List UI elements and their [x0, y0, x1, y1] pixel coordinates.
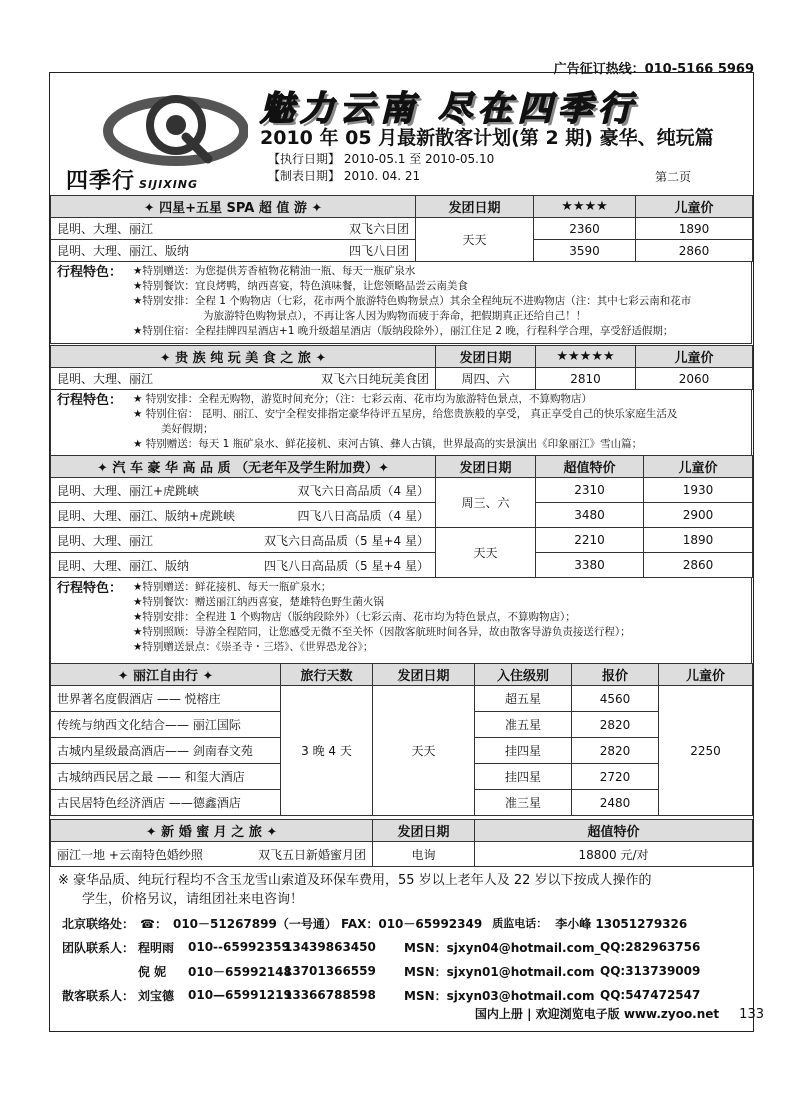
section-bus-tour — [50, 455, 752, 664]
section-title: ✦ 贵 族 纯 玩 美 食 之 旅 ✦ — [51, 346, 436, 368]
col-price: 超值特价 — [475, 820, 753, 842]
feature-block: 行程特色： ★特别赠送：为您提供芳香植物花精油一瓶、每天一瓶矿泉水 ★特别餐饮：宜良烤鸭，纳西喜宴，特色滇味餐，让您领略品尝云南美食 ★特别安排：全程 1 个购物店（七彩，花市两个旅游特色购物景点）其余全程纯玩不进购物店（注：其中七彩云南和花市 为旅游特色购物景点），不再让客人因为购物而疲于奔命，把假期真正还给自己！！ ★特别住宿：全程挂牌四星酒店+1 晚升级超星酒店（版纳段除外），丽江住足 2 晚，行程科学合理，享受舒适假期； — [50, 262, 752, 344]
page-subtitle: 2010 年 05 月最新散客计划(第 2 期) 豪华、纯玩篇 — [260, 127, 714, 149]
plan-dates: 【执行日期】 2010-05.1 至 2010-05.10 【制表日期】 2010. 04. 21 — [268, 152, 495, 183]
col-date: 发团日期 — [373, 820, 475, 842]
section-title: ✦ 四星+五星 SPA 超 值 游 ✦ — [51, 196, 416, 218]
section-spa-tour — [50, 195, 752, 344]
table-row: 昆明、大理、丽江+虎跳峡 双飞六日高品质（4 星） 周三、六 2310 1930 — [51, 478, 753, 503]
col-date: 发团日期 — [373, 664, 475, 686]
col-child: 儿童价 — [636, 346, 753, 368]
table-row: 昆明、大理、丽江 双飞六日团 天天 2360 1890 — [51, 218, 753, 240]
page-frame — [49, 72, 754, 1032]
table-row: 昆明、大理、丽江、版纳 四飞八日团 3590 2860 — [51, 240, 753, 262]
q-logo-icon — [98, 87, 248, 175]
notice-text: ※ 豪华品质、纯玩行程均不含玉龙雪山索道及环保车费用，55 岁以上老年人及 22 岁以下按成人操作的 学生，价格另议，请组团社来电咨询！ — [58, 873, 652, 907]
section-gourmet-tour — [50, 345, 752, 456]
col-date: 发团日期 — [436, 456, 536, 478]
col-date: 发团日期 — [436, 346, 536, 368]
contact-row: 散客联系人： 刘宝德 010—65991219 13366788598 MSN：sjxyn03@hotmail.com QQ:547472547 — [62, 988, 701, 1003]
col-level: 入住级别 — [475, 664, 572, 686]
table-row: 昆明、大理、丽江 双飞六日纯玩美食团 周四、六 2810 2060 — [51, 368, 753, 390]
col-price: 超值特价 — [536, 456, 644, 478]
page-footer: 国内上册 | 欢迎浏览电子版 www.zyoo.net 133 — [474, 1007, 764, 1022]
col-child: 儿童价 — [659, 664, 753, 686]
contact-block — [62, 911, 752, 1007]
table-row: 古城内星级最高酒店—— 剑南春文苑 挂四星 2820 — [51, 738, 753, 764]
col-star: ★★★★★ — [536, 346, 636, 368]
table-row: 昆明、大理、丽江、版纳+虎跳峡 四飞八日高品质（4 星） 3480 2900 — [51, 503, 753, 528]
section-honeymoon — [50, 819, 752, 867]
page-title: 魅力云南 尽在四季行 — [260, 89, 638, 129]
col-price: 报价 — [572, 664, 659, 686]
col-child: 儿童价 — [636, 196, 753, 218]
col-star: ★★★★ — [534, 196, 636, 218]
feature-block: 行程特色： ★ 特别安排：全程无购物，游览时间充分；（注：七彩云南、花市均为旅游特色景点，不算购物店） ★ 特别住宿： 昆明、丽江、安宁全程安排指定豪华待评五星房，给您贵族般的享受， 真正享受自己的快乐家庭生活及 美好假期； ★ 特别赠送：每天 1 瓶矿泉水、鲜花接机、束河古镇、彝人古镇，世界最高的实景演出《印象丽江》雪山篇； — [50, 390, 752, 456]
section-title: ✦ 丽江自由行 ✦ — [51, 664, 281, 686]
table-row: 古城纳西民居之最 —— 和玺大酒店 挂四星 2720 — [51, 764, 753, 790]
contact-row: 团队联系人： 程明雨 010--65992359 13439863450 MSN：sjxyn04@hotmail.com_ QQ:282963756 — [62, 940, 701, 955]
table-row: 世界著名度假酒店 —— 悦榕庄 3 晚 4 天 天天 超五星 4560 2250 — [51, 686, 753, 712]
section-title: ✦ 汽 车 豪 华 高 品 质 （无老年及学生附加费）✦ — [51, 456, 436, 478]
table-row: 传统与纳西文化结合—— 丽江国际 准五星 2820 — [51, 712, 753, 738]
ad-hotline: 广告征订热线：010-5166 5969 — [553, 62, 754, 77]
table-row: 昆明、大理、丽江、版纳 四飞八日高品质（5 星+4 星） 3380 2860 — [51, 553, 753, 578]
table-row: 丽江一地 +云南特色婚纱照 双飞五日新婚蜜月团 电询 18800 元/对 — [51, 842, 753, 867]
footer-page-number: 133 — [739, 1007, 764, 1022]
page-number: 第二页 — [655, 170, 692, 184]
table-row: 古民居特色经济酒店 ——德鑫酒店 准三星 2480 — [51, 790, 753, 816]
logo-text: 四季行 SIJIXING — [66, 169, 199, 194]
table-row: 昆明、大理、丽江 双飞六日高品质（5 星+4 星） 天天 2210 1890 — [51, 528, 753, 553]
company-logo — [58, 83, 248, 203]
feature-block: 行程特色： ★特别赠送：鲜花接机、每天一瓶矿泉水； ★特别餐饮：赠送丽江纳西喜宴，楚雄特色野生菌火锅 ★特别安排：全程进 1 个购物店（版纳段除外）（七彩云南、花市均为特色景点，不算购物店）； ★特别照顾：导游全程陪同，让您感受无微不至关怀（因散客航班时间各异，故由散客导游负责接送行程）； ★特别赠送景点：《崇圣寺・三塔》、《世界恐龙谷》； — [50, 578, 752, 664]
col-child: 儿童价 — [644, 456, 753, 478]
beijing-office: 北京联络处： ☎： 010－51267899（一号通） FAX：010－65992349 质监电话： 李小峰 13051279326 — [62, 916, 688, 931]
phone-icon: ☎： — [140, 916, 167, 931]
col-days: 旅行天数 — [281, 664, 373, 686]
section-lijiang-free — [50, 663, 752, 816]
section-title: ✦ 新 婚 蜜 月 之 旅 ✦ — [51, 820, 373, 842]
col-date: 发团日期 — [416, 196, 534, 218]
contact-row: 倪 妮 010－65992148 13701366559 MSN：sjxyn01@hotmail.com QQ:313739009 — [138, 964, 701, 979]
